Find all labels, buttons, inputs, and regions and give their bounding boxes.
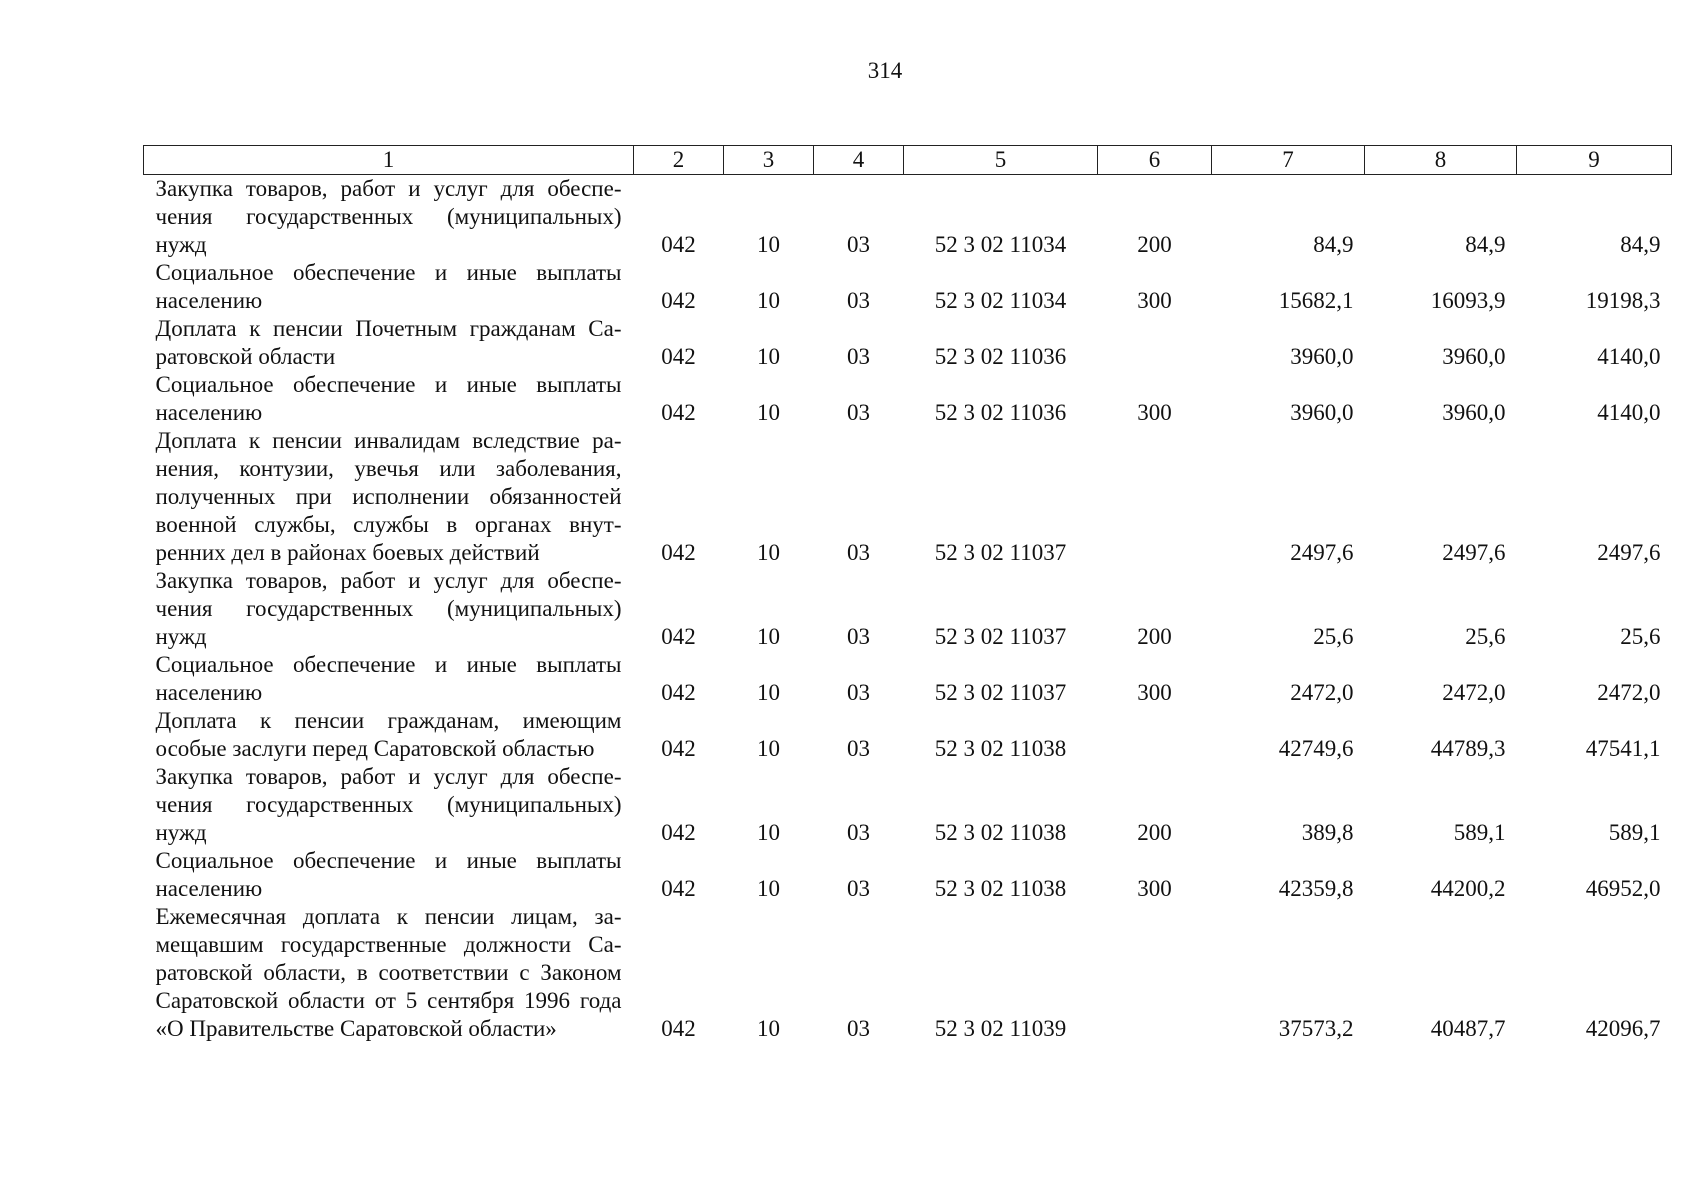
amount-col-9: 19198,3 bbox=[1585, 288, 1661, 313]
amount-col-7: 15682,1 bbox=[1278, 288, 1354, 313]
table-row bbox=[144, 315, 1672, 371]
subsection-code: 03 bbox=[847, 736, 870, 761]
ministry-code: 042 bbox=[661, 344, 696, 369]
expense-type-code: 300 bbox=[1137, 876, 1172, 901]
amount-col-9: 46952,0 bbox=[1585, 876, 1661, 901]
column-header-5: 5 bbox=[904, 146, 1098, 175]
section-code: 10 bbox=[757, 736, 780, 761]
expense-type-code: 200 bbox=[1137, 820, 1172, 845]
section-code: 10 bbox=[757, 400, 780, 425]
ministry-code: 042 bbox=[661, 400, 696, 425]
target-article-code: 52 3 02 11038 bbox=[934, 820, 1067, 845]
amount-col-7: 84,9 bbox=[1313, 232, 1354, 257]
target-article-code: 52 3 02 11037 bbox=[934, 540, 1067, 565]
amount-col-8: 2472,0 bbox=[1442, 680, 1506, 705]
ministry-code: 042 bbox=[661, 624, 696, 649]
table-row bbox=[144, 847, 1672, 903]
row-description: Социальное обеспечение и иные выплаты населению bbox=[155, 372, 622, 425]
expense-type-code bbox=[1098, 707, 1212, 763]
section-code: 10 bbox=[757, 876, 780, 901]
ministry-code: 042 bbox=[661, 1016, 696, 1041]
amount-col-7: 3960,0 bbox=[1290, 344, 1354, 369]
table-row bbox=[144, 763, 1672, 847]
expense-type-code: 300 bbox=[1137, 400, 1172, 425]
table-row bbox=[144, 259, 1672, 315]
table-row bbox=[144, 427, 1672, 567]
amount-col-7: 2472,0 bbox=[1290, 680, 1354, 705]
amount-col-9: 4140,0 bbox=[1597, 344, 1661, 369]
expense-type-code bbox=[1098, 903, 1212, 1043]
amount-col-9: 2497,6 bbox=[1597, 540, 1661, 565]
amount-col-8: 2497,6 bbox=[1442, 540, 1506, 565]
amount-col-8: 3960,0 bbox=[1442, 400, 1506, 425]
amount-col-9: 47541,1 bbox=[1585, 736, 1661, 761]
target-article-code: 52 3 02 11039 bbox=[934, 1016, 1067, 1041]
ministry-code: 042 bbox=[661, 288, 696, 313]
row-description: Социальное обеспечение и иные выплаты населению bbox=[155, 260, 622, 313]
budget-table bbox=[143, 145, 1672, 1043]
subsection-code: 03 bbox=[847, 540, 870, 565]
expense-type-code: 200 bbox=[1137, 624, 1172, 649]
amount-col-7: 389,8 bbox=[1301, 820, 1354, 845]
section-code: 10 bbox=[757, 344, 780, 369]
target-article-code: 52 3 02 11038 bbox=[934, 736, 1067, 761]
subsection-code: 03 bbox=[847, 624, 870, 649]
amount-col-8: 25,6 bbox=[1465, 624, 1506, 649]
amount-col-7: 42359,8 bbox=[1278, 876, 1354, 901]
target-article-code: 52 3 02 11037 bbox=[934, 680, 1067, 705]
column-header-3: 3 bbox=[724, 146, 814, 175]
amount-col-8: 84,9 bbox=[1465, 232, 1506, 257]
column-header-1: 1 bbox=[144, 146, 634, 175]
amount-col-9: 84,9 bbox=[1620, 232, 1661, 257]
section-code: 10 bbox=[757, 1016, 780, 1041]
expense-type-code: 300 bbox=[1137, 680, 1172, 705]
target-article-code: 52 3 02 11038 bbox=[934, 876, 1067, 901]
column-header-6: 6 bbox=[1098, 146, 1212, 175]
target-article-code: 52 3 02 11037 bbox=[934, 624, 1067, 649]
target-article-code: 52 3 02 11034 bbox=[934, 288, 1067, 313]
row-description: Закупка товаров, работ и услуг для обеспечения государственных (муниципальных) нужд bbox=[155, 176, 622, 257]
amount-col-9: 589,1 bbox=[1608, 820, 1661, 845]
column-header-7: 7 bbox=[1212, 146, 1365, 175]
page-number: 314 bbox=[867, 58, 903, 83]
row-description: Доплата к пенсии Почетным гражданам Саратовской области bbox=[155, 316, 622, 369]
table-row bbox=[144, 371, 1672, 427]
column-header-9: 9 bbox=[1517, 146, 1672, 175]
row-description: Закупка товаров, работ и услуг для обеспечения государственных (муниципальных) нужд bbox=[155, 764, 622, 845]
section-code: 10 bbox=[757, 288, 780, 313]
column-header-2: 2 bbox=[634, 146, 724, 175]
amount-col-9: 25,6 bbox=[1620, 624, 1661, 649]
table-row bbox=[144, 707, 1672, 763]
amount-col-8: 16093,9 bbox=[1430, 288, 1506, 313]
subsection-code: 03 bbox=[847, 288, 870, 313]
subsection-code: 03 bbox=[847, 820, 870, 845]
amount-col-7: 3960,0 bbox=[1290, 400, 1354, 425]
row-description: Закупка товаров, работ и услуг для обеспечения государственных (муниципальных) нужд bbox=[155, 568, 622, 649]
expense-type-code bbox=[1098, 427, 1212, 567]
subsection-code: 03 bbox=[847, 876, 870, 901]
amount-col-7: 2497,6 bbox=[1290, 540, 1354, 565]
section-code: 10 bbox=[757, 232, 780, 257]
amount-col-8: 3960,0 bbox=[1442, 344, 1506, 369]
subsection-code: 03 bbox=[847, 344, 870, 369]
amount-col-8: 44789,3 bbox=[1430, 736, 1506, 761]
amount-col-8: 40487,7 bbox=[1430, 1016, 1506, 1041]
row-description: Социальное обеспечение и иные выплаты населению bbox=[155, 652, 622, 705]
column-header-4: 4 bbox=[814, 146, 904, 175]
amount-col-8: 44200,2 bbox=[1430, 876, 1506, 901]
table-row bbox=[144, 567, 1672, 651]
amount-col-9: 2472,0 bbox=[1597, 680, 1661, 705]
target-article-code: 52 3 02 11034 bbox=[934, 232, 1067, 257]
subsection-code: 03 bbox=[847, 1016, 870, 1041]
row-description: Доплата к пенсии гражданам, имеющим особые заслуги перед Саратовской областью bbox=[155, 708, 622, 761]
ministry-code: 042 bbox=[661, 820, 696, 845]
amount-col-8: 589,1 bbox=[1453, 820, 1506, 845]
ministry-code: 042 bbox=[661, 680, 696, 705]
table-row bbox=[144, 651, 1672, 707]
subsection-code: 03 bbox=[847, 232, 870, 257]
section-code: 10 bbox=[757, 680, 780, 705]
ministry-code: 042 bbox=[661, 232, 696, 257]
expense-type-code: 300 bbox=[1137, 288, 1172, 313]
section-code: 10 bbox=[757, 540, 780, 565]
row-description: Социальное обеспечение и иные выплаты населению bbox=[155, 848, 622, 901]
table-row bbox=[144, 175, 1672, 260]
amount-col-9: 42096,7 bbox=[1585, 1016, 1661, 1041]
ministry-code: 042 bbox=[661, 540, 696, 565]
ministry-code: 042 bbox=[661, 876, 696, 901]
row-description: Доплата к пенсии инвалидам вследствие ранения, контузии, увечья или заболевания, полученных при исполнении обязанностей военной службы, службы в органах внутренних дел в районах боевых действий bbox=[155, 428, 622, 565]
subsection-code: 03 bbox=[847, 680, 870, 705]
target-article-code: 52 3 02 11036 bbox=[934, 344, 1067, 369]
expense-type-code bbox=[1098, 315, 1212, 371]
section-code: 10 bbox=[757, 624, 780, 649]
subsection-code: 03 bbox=[847, 400, 870, 425]
amount-col-9: 4140,0 bbox=[1597, 400, 1661, 425]
section-code: 10 bbox=[757, 820, 780, 845]
amount-col-7: 25,6 bbox=[1313, 624, 1354, 649]
target-article-code: 52 3 02 11036 bbox=[934, 400, 1067, 425]
row-description: Ежемесячная доплата к пенсии лицам, замещавшим государственные должности Саратовской области, в соответствии с Законом Саратовской области от 5 сентября 1996 года «О Правительстве Саратовской области» bbox=[155, 904, 622, 1041]
table-header-row bbox=[144, 146, 1672, 175]
ministry-code: 042 bbox=[661, 736, 696, 761]
column-header-8: 8 bbox=[1365, 146, 1517, 175]
amount-col-7: 42749,6 bbox=[1278, 736, 1354, 761]
amount-col-7: 37573,2 bbox=[1278, 1016, 1354, 1041]
expense-type-code: 200 bbox=[1137, 232, 1172, 257]
table-row bbox=[144, 903, 1672, 1043]
